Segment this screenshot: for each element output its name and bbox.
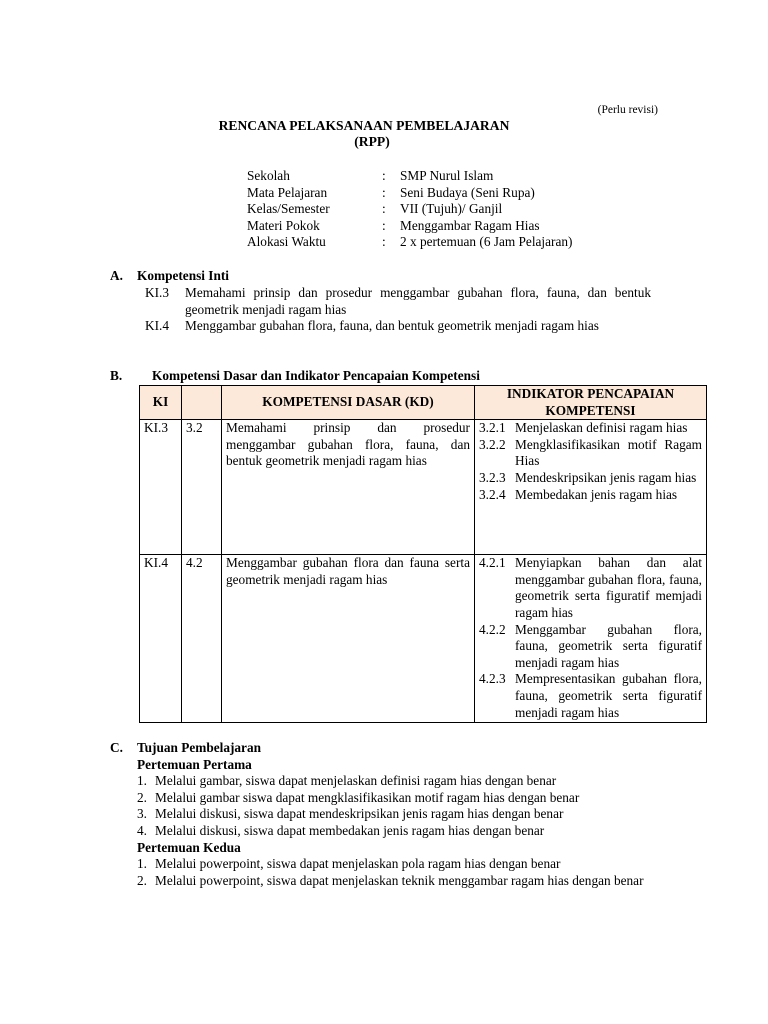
indicator-num: 4.2.1 [479, 555, 506, 571]
section-letter: C. [110, 740, 123, 755]
indicator-item [479, 555, 702, 621]
info-colon: : [382, 168, 386, 183]
indicator-num: 3.2.3 [479, 469, 506, 485]
core-competence-list [145, 285, 651, 335]
info-colon: : [382, 201, 386, 217]
ki-text: Menggambar gubahan flora, fauna, dan bentuk geometrik menjadi ragam hias [185, 318, 599, 334]
indicator-text: Mempresentasikan gubahan flora, fauna, geometrik serta figuratif menjadi ragam hias [515, 671, 702, 720]
objective-text: Melalui gambar, siswa dapat menjelaskan definisi ragam hias dengan benar [155, 773, 557, 789]
header-indicator-line1: INDIKATOR PENCAPAIAN [506, 386, 675, 401]
objective-text: Melalui powerpoint, siswa dapat menjelaskan pola ragam hias dengan benar [155, 856, 561, 872]
kd-text: Menggambar gubahan flora dan fauna serta geometrik menjadi ragam hias [226, 555, 470, 587]
indicator-text: Membedakan jenis ragam hias [515, 486, 678, 502]
revision-note: (Perlu revisi) [597, 104, 658, 116]
indicator-num: 3.2.1 [479, 420, 506, 436]
info-value: SMP Nurul Islam [400, 168, 494, 183]
cell-ki: KI.4 [140, 555, 182, 723]
header-blank [182, 386, 222, 420]
info-row [247, 234, 572, 251]
table-row [140, 555, 707, 723]
info-label: Sekolah [247, 168, 290, 183]
indicator-num: 4.2.2 [479, 621, 506, 637]
meeting-title: Pertemuan Pertama [137, 756, 252, 772]
objective-text: Melalui diskusi, siswa dapat membedakan jenis ragam hias dengan benar [155, 822, 545, 838]
indicator-item [479, 470, 702, 487]
indicator-num: 3.2.4 [479, 486, 506, 502]
indicator-text: Menggambar gubahan flora, fauna, geometrik serta figuratif menjadi ragam hias [515, 621, 702, 670]
indicator-text: Mendeskripsikan jenis ragam hias [515, 469, 697, 485]
identity-block [247, 168, 572, 251]
indicator-num: 4.2.3 [479, 671, 506, 687]
list-item [137, 773, 660, 790]
meeting-title: Pertemuan Kedua [137, 839, 241, 855]
ki-text: Memahami prinsip dan prosedur menggambar gubahan flora, fauna, dan bentuk geometrik menjadi ragam hias [185, 285, 651, 317]
cell-kd-text [222, 555, 475, 723]
info-value: 2 x pertemuan (6 Jam Pelajaran) [400, 234, 573, 250]
info-colon: : [382, 184, 386, 200]
indicator-item [479, 671, 702, 721]
section-b-heading [110, 368, 480, 385]
section-title: Kompetensi Inti [137, 268, 229, 283]
cell-indicators [475, 555, 707, 723]
cell-kd-num: 4.2 [182, 555, 222, 723]
info-row [247, 201, 572, 218]
objective-num: 2. [137, 872, 147, 888]
ki-code: KI.4 [145, 318, 170, 334]
list-item [137, 856, 660, 873]
list-item [137, 873, 660, 890]
section-c [110, 740, 660, 889]
header-indicator-line2: KOMPETENSI [545, 402, 636, 418]
list-item [145, 285, 651, 318]
info-label: Alokasi Waktu [247, 234, 326, 250]
list-item [137, 823, 660, 840]
indicator-text: Menyiapkan bahan dan alat menggambar gubahan flora, fauna, geometrik serta figuratif memjadi ragam hias [515, 555, 702, 620]
document-title: RENCANA PELAKSANAAN PEMBELAJARAN [218, 118, 510, 133]
info-value: Seni Budaya (Seni Rupa) [400, 184, 535, 200]
indicator-num: 3.2.2 [479, 436, 506, 452]
info-value: Menggambar Ragam Hias [400, 217, 540, 233]
section-c-heading [110, 740, 660, 757]
objective-num: 1. [137, 856, 147, 872]
info-row [247, 185, 572, 202]
objective-num: 1. [137, 773, 147, 789]
indicator-item [479, 420, 702, 437]
header-kd: KOMPETENSI DASAR (KD) [222, 386, 475, 420]
indicator-item [479, 622, 702, 672]
objective-num: 4. [137, 822, 147, 838]
indicator-text: Mengklasifikasikan motif Ragam Hias [515, 436, 702, 469]
cell-indicators [475, 420, 707, 555]
objective-num: 2. [137, 789, 147, 805]
info-label: Mata Pelajaran [247, 184, 328, 200]
objective-text: Melalui diskusi, siswa dapat mendeskripsikan jenis ragam hias dengan benar [155, 806, 564, 822]
section-letter: B. [110, 368, 123, 383]
ki-code: KI.3 [145, 285, 170, 300]
info-value: VII (Tujuh)/ Ganjil [400, 201, 503, 217]
info-colon: : [382, 234, 386, 250]
section-a-heading [110, 268, 229, 285]
competence-table [139, 385, 707, 723]
document-subtitle: (RPP) [354, 134, 390, 149]
header-ki: KI [140, 386, 182, 420]
table-row [140, 420, 707, 555]
info-row [247, 218, 572, 235]
info-label: Materi Pokok [247, 217, 320, 233]
section-letter: A. [110, 268, 123, 283]
header-indicator [475, 386, 707, 420]
indicator-item [479, 437, 702, 470]
section-title: Tujuan Pembelajaran [137, 740, 261, 755]
cell-kd-num: 3.2 [182, 420, 222, 555]
objective-text: Melalui powerpoint, siswa dapat menjelaskan teknik menggambar ragam hias dengan benar [155, 872, 644, 888]
objective-text: Melalui gambar siswa dapat mengklasifikasikan motif ragam hias dengan benar [155, 789, 580, 805]
indicator-item [479, 487, 702, 504]
indicator-text: Menjelaskan definisi ragam hias [515, 420, 688, 436]
section-title: Kompetensi Dasar dan Indikator Pencapaian Kompetensi [152, 368, 480, 383]
table-header-row [140, 386, 707, 420]
objective-num: 3. [137, 806, 147, 822]
list-item [137, 806, 660, 823]
cell-ki: KI.3 [140, 420, 182, 555]
cell-kd-text [222, 420, 475, 555]
info-row [247, 168, 572, 185]
list-item [145, 318, 651, 335]
info-colon: : [382, 217, 386, 233]
info-label: Kelas/Semester [247, 201, 330, 217]
kd-text: Memahami prinsip dan prosedur menggambar gubahan flora, fauna, dan bentuk geometrik menjadi ragam hias [226, 420, 470, 469]
list-item [137, 790, 660, 807]
